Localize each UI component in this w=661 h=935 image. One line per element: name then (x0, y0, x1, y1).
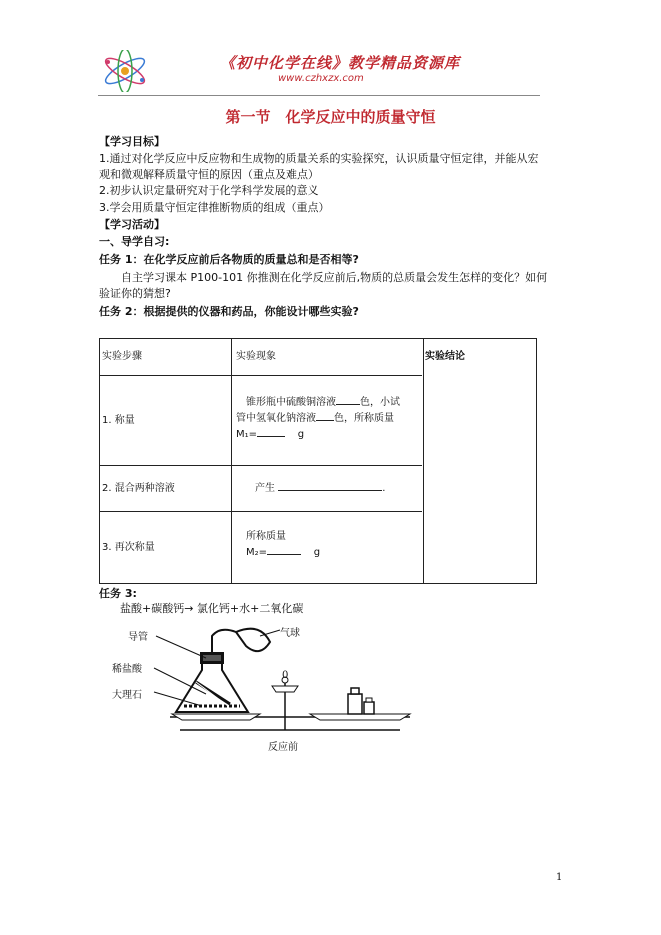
atom-logo-icon (100, 50, 150, 92)
table-row-divider (100, 465, 422, 466)
fill-blank (278, 490, 382, 491)
table-header-step: 实验步骤 (102, 351, 142, 362)
label-acid: 稀盐酸 (112, 664, 142, 675)
task-1-title: 任务 1：在化学反应前后各物质的质量总和是否相等? (99, 253, 359, 266)
objective-1-line1: 1.通过对化学反应中反应物和生成物的质量关系的实验探究，认识质量守恒定律，并能从宏 (99, 152, 539, 165)
banner-title: 《初中化学在线》教学精品资源库 (220, 54, 461, 72)
task-1-body-line2: 验证你的猜想? (99, 287, 171, 300)
objectives-heading: 【学习目标】 (99, 135, 165, 148)
reaction-equation: 盐酸+碳酸钙→ 氯化钙+水+二氧化碳 (120, 602, 304, 615)
task-3-title: 任务 3: (99, 587, 137, 600)
balance-zero-mark: 0 (282, 670, 289, 681)
label-marble: 大理石 (112, 690, 142, 701)
header-divider (98, 95, 540, 96)
table-row-divider (100, 511, 422, 512)
section-self-study: 一、导学自习: (99, 235, 170, 248)
activity-heading: 【学习活动】 (99, 218, 165, 231)
label-balloon: 气球 (280, 628, 300, 639)
table-row-observation: 锥形瓶中硫酸铜溶液 色，小试 管中氢氧化钠溶液 色，所称质量 M₁= g (236, 397, 400, 440)
table-col-divider (423, 339, 424, 583)
page-number: 1 (556, 872, 563, 883)
banner-url: www.czhxzx.com (278, 73, 364, 84)
fill-blank (257, 436, 285, 437)
task-1-body-line1: 自主学习课本 P100-101 你推测在化学反应前后,物质的总质量会发生怎样的变化？如何 (99, 271, 548, 284)
objective-2: 2.初步认识定量研究对于化学科学发展的意义 (99, 184, 319, 197)
figure-caption: 反应前 (268, 742, 298, 753)
fill-blank (267, 554, 301, 555)
task-2-title: 任务 2：根据提供的仪器和药品，你能设计哪些实验? (99, 305, 359, 318)
page-title: 第一节 化学反应中的质量守恒 (225, 108, 436, 126)
experiment-table (99, 338, 537, 584)
table-row-observation: 所称质量 M₂= g (246, 531, 321, 558)
table-row-observation: 产生 . (255, 483, 386, 494)
fill-blank (316, 420, 334, 421)
fill-blank (336, 404, 360, 405)
label-tube: 导管 (128, 632, 148, 643)
table-row-step: 3. 再次称量 (102, 542, 155, 553)
table-row-step: 1. 称量 (102, 415, 135, 426)
table-row-divider (100, 375, 422, 376)
table-header-conclusion: 实验结论 (425, 351, 465, 362)
reaction-apparatus-figure (110, 622, 420, 752)
table-header-observation: 实验现象 (236, 351, 276, 362)
table-row-step: 2. 混合两种溶液 (102, 483, 175, 494)
objective-3: 3.学会用质量守恒定律推断物质的组成（重点） (99, 201, 330, 214)
objective-1-line2: 观和微观解释质量守恒的原因（重点及难点） (99, 168, 319, 181)
